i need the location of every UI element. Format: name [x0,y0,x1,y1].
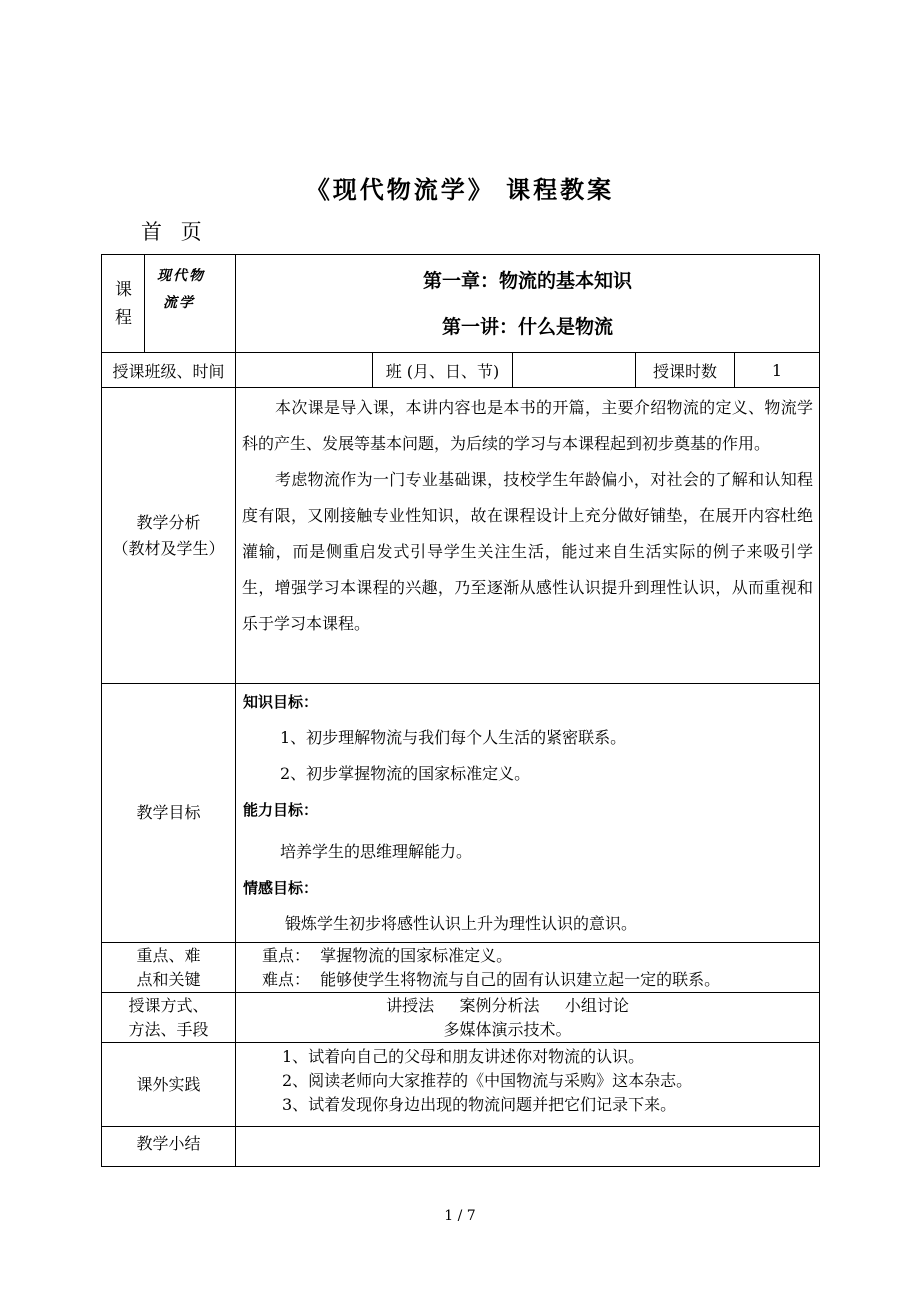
methods-row [102,993,820,1043]
ability-objective-1: 培养学生的思维理解能力。 [280,842,473,861]
analysis-paragraph-1: 本次课是导入课，本讲内容也是本书的开篇，主要介绍物流的定义、物流学科的产生、发展等基本问题，为后续的学习与本课程起到初步奠基的作用。 [242,398,814,453]
analysis-paragraph-2: 考虑物流作为一门专业基础课，技校学生年龄偏小，对社会的了解和认知程度有限，又刚接触专业性知识，故在课程设计上充分做好铺垫，在展开内容杜绝灌输，而是侧重启发式引导学生关注生活，能过来自生活实际的例子来吸引学生，增强学习本课程的兴趣，乃至逐渐从感性认识提升到理性认识，从而重视和乐于学习本课程。 [242,470,814,633]
page-number: 1 / 7 [444,1208,476,1224]
emotion-objective-heading: 情感目标： [243,879,319,897]
course-name-line-2: 流学 [163,295,195,311]
lesson-plan-table [101,254,820,1167]
practice-item-3: 3、试着发现你身边出现的物流问题并把它们记录下来。 [282,1095,677,1114]
methods-content-cell [236,993,820,1043]
document-title: 《现代物流学》 课程教案 [305,175,615,204]
course-label-cell [102,255,145,353]
methods-line-2: 多媒体演示技术。 [443,1019,572,1039]
objectives-label: 教学目标 [102,684,236,943]
methods-label-line-1: 授课方式、 [128,995,209,1015]
summary-label: 教学小结 [102,1127,236,1167]
course-row [102,255,820,353]
lecture-title: 第一讲：什么是物流 [442,315,614,338]
home-page-label: 首 页 [141,220,208,244]
section-value [513,353,636,388]
class-time-label: 授课班级、时间 [102,353,236,388]
objectives-row [102,684,820,943]
keypoints-label-cell [102,943,236,993]
course-name-cell [145,255,236,353]
keypoint-difficulty: 难点： 能够使学生将物流与自己的固有认识建立起一定的联系。 [262,969,721,989]
knowledge-objective-2: 2、初步掌握物流的国家标准定义。 [280,764,531,783]
summary-value [236,1127,820,1167]
course-label-line-1: 课 [115,279,132,300]
emotion-objective-1: 锻炼学生初步将感性认识上升为理性认识的意识。 [285,914,638,933]
keypoint-focus: 重点： 掌握物流的国家标准定义。 [262,945,513,965]
objectives-content-cell [236,684,820,943]
keypoints-label-line-2: 点和关键 [136,969,201,989]
practice-item-2: 2、阅读老师向大家推荐的《中国物流与采购》这本杂志。 [282,1071,693,1090]
keypoints-label-line-1: 重点、难 [136,945,201,965]
meta-row [102,353,820,388]
analysis-row [102,388,820,684]
practice-row [102,1043,820,1127]
hours-value: 1 [735,353,820,388]
knowledge-objective-1: 1、初步理解物流与我们每个人生活的紧密联系。 [280,728,627,747]
methods-label-line-2: 方法、手段 [128,1019,209,1039]
chapter-cell [236,255,820,353]
keypoints-row [102,943,820,993]
chapter-title: 第一章：物流的基本知识 [423,269,633,292]
practice-label: 课外实践 [102,1043,236,1127]
methods-label-cell [102,993,236,1043]
summary-row [102,1127,820,1167]
analysis-label-cell [102,388,236,684]
analysis-content-cell [236,388,820,684]
class-time-value [236,353,373,388]
knowledge-objective-heading: 知识目标： [243,693,319,711]
course-label-line-2: 程 [115,307,132,328]
methods-line-1: 讲授法 案例分析法 小组讨论 [386,995,629,1015]
analysis-label-line-1: 教学分析 [136,512,201,532]
section-label: 班 (月、日、节) [373,353,513,388]
practice-content-cell [236,1043,820,1127]
course-name-line-1: 现代物 [157,268,205,284]
analysis-label-line-2: （教材及学生） [112,538,225,558]
keypoints-content-cell [236,943,820,993]
practice-item-1: 1、试着向自己的父母和朋友讲述你对物流的认识。 [282,1047,645,1066]
ability-objective-heading: 能力目标： [243,801,319,819]
hours-label: 授课时数 [636,353,735,388]
